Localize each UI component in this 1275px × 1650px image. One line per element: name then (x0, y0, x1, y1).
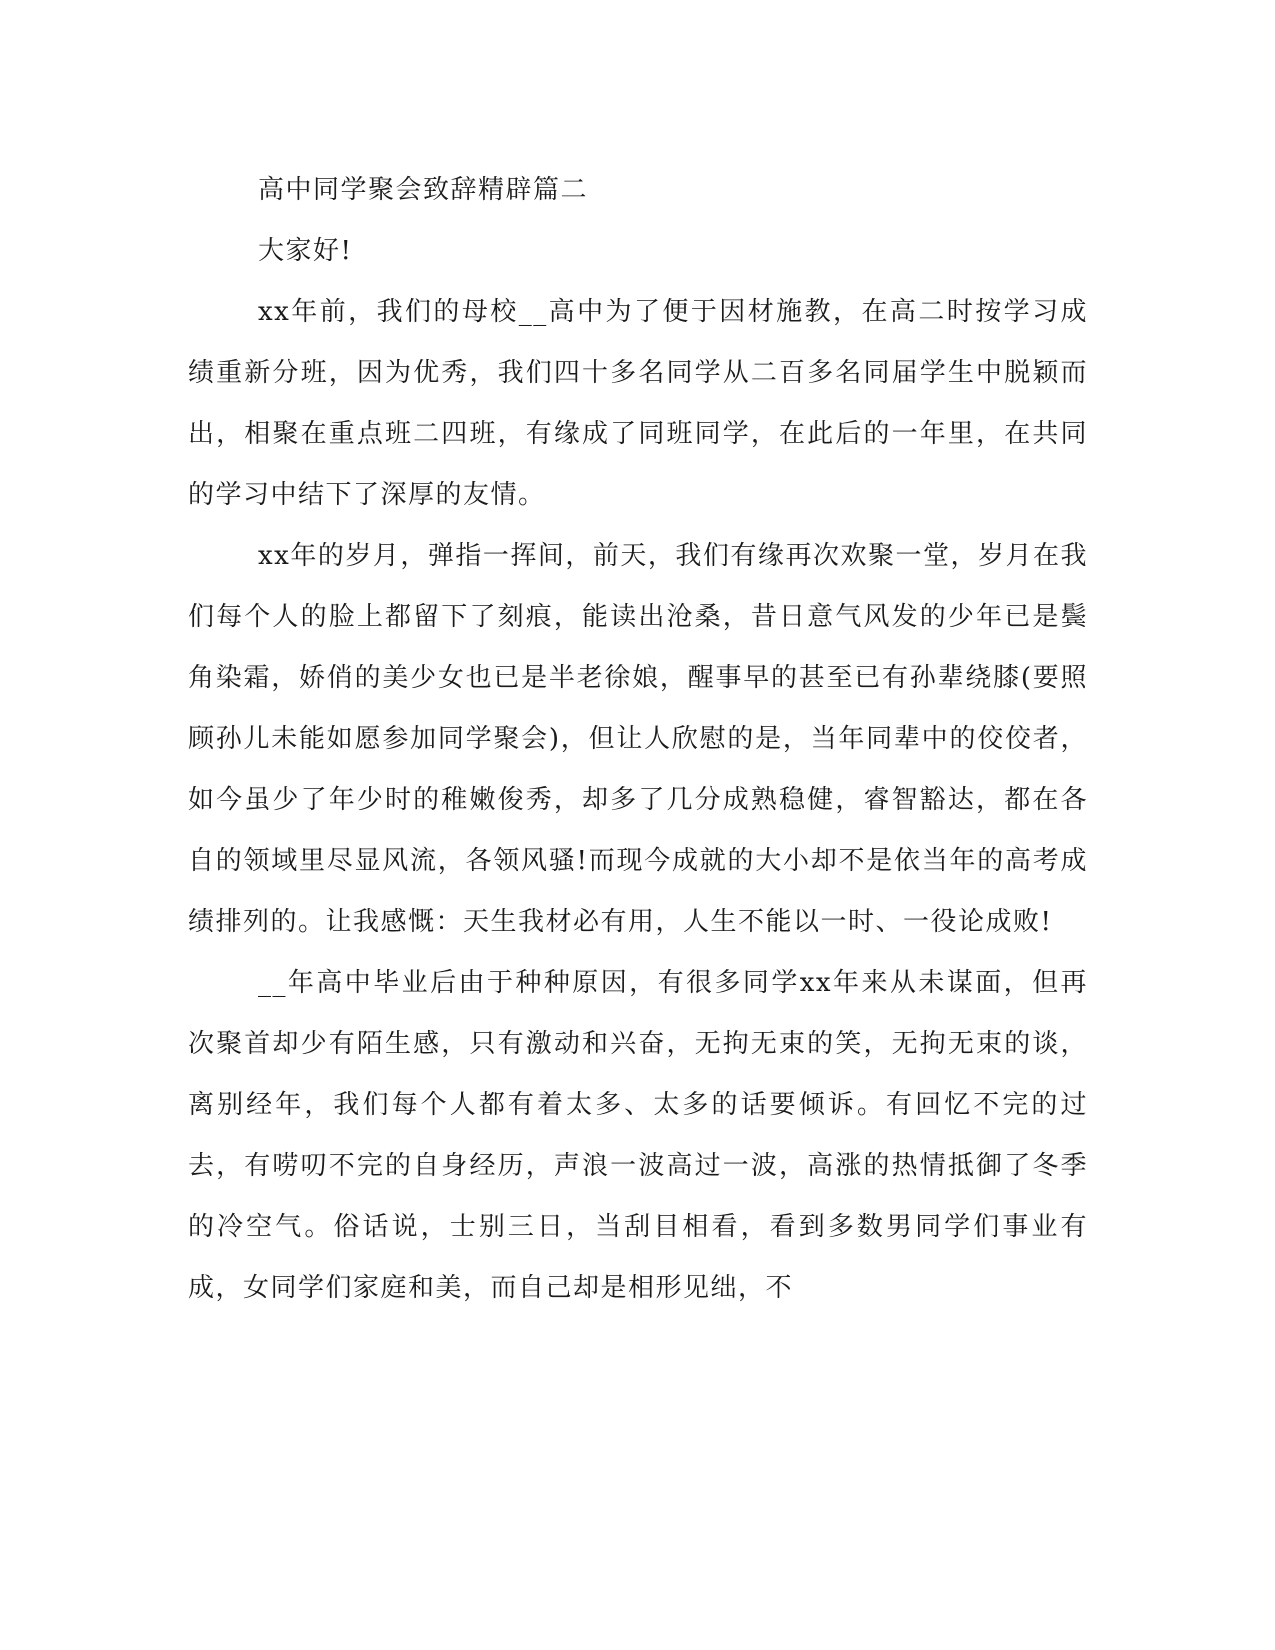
document-title: 高中同学聚会致辞精辟篇二 (258, 175, 589, 205)
paragraph-1: xx年前，我们的母校__高中为了便于因材施教，在高二时按学习成绩重新分班，因为优秀，我们四十多名同学从二百多名同届学生中脱颖而出，相聚在重点班二四班，有缘成了同班同学，在此后的一年里，在共同的学习中结下了深厚的友情。 (188, 297, 1088, 510)
paragraph-3: __年高中毕业后由于种种原因，有很多同学xx年来从未谋面，但再次聚首却少有陌生感，只有激动和兴奋，无拘无束的笑，无拘无束的谈，离别经年，我们每个人都有着太多、太多的话要倾诉。有回忆不完的过去，有唠叨不完的自身经历，声浪一波高过一波，高涨的热情抵御了冬季的冷空气。俗话说，士别三日，当刮目相看，看到多数男同学们事业有成，女同学们家庭和美，而自己却是相形见绌，不 (188, 968, 1088, 1303)
paragraph-2: xx年的岁月，弹指一挥间，前天，我们有缘再次欢聚一堂，岁月在我们每个人的脸上都留下了刻痕，能读出沧桑，昔日意气风发的少年已是鬓角染霜，娇俏的美少女也已是半老徐娘，醒事早的甚至已有孙辈绕膝(要照顾孙儿未能如愿参加同学聚会)，但让人欣慰的是，当年同辈中的佼佼者，如今虽少了年少时的稚嫩俊秀，却多了几分成熟稳健，睿智豁达，都在各自的领域里尽显风流，各领风骚!而现今成就的大小却不是依当年的高考成绩排列的。让我感慨：天生我材必有用，人生不能以一时、一役论成败! (188, 541, 1088, 937)
greeting-line: 大家好! (258, 236, 353, 266)
document-body (188, 160, 1088, 1319)
